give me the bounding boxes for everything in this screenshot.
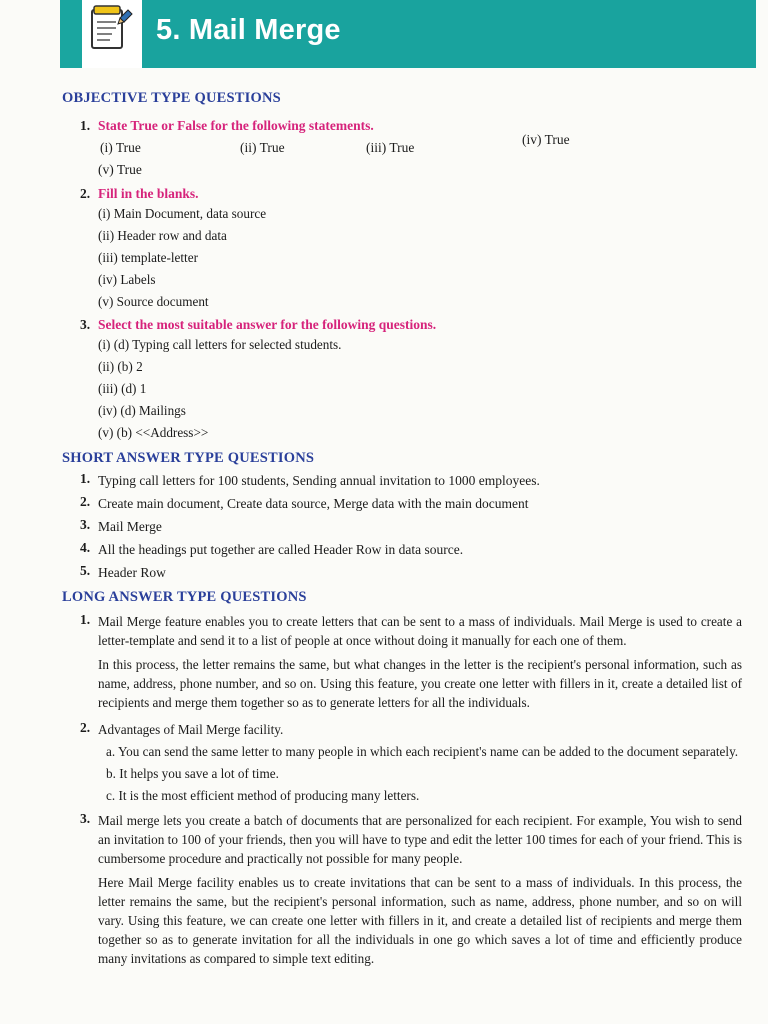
item-number: 5. <box>80 563 91 578</box>
question-number: 1. <box>80 118 91 133</box>
item-text: Typing call letters for 100 students, Sending annual invitation to 1000 employees. <box>98 473 540 488</box>
answer-list <box>98 334 742 444</box>
answer-item: (iv) True <box>522 132 570 147</box>
item-number: 1. <box>80 612 91 627</box>
list-item: b. It helps you save a lot of time. <box>106 766 279 781</box>
long-answer-heading: LONG ANSWER TYPE QUESTIONS <box>62 589 307 605</box>
question-number: 3. <box>80 317 91 332</box>
answer-item: (i) True <box>100 140 141 155</box>
header-accent-bar <box>60 0 82 68</box>
list-item: c. It is the most efficient method of producing many letters. <box>106 788 420 803</box>
short-answer-list <box>62 471 742 585</box>
question-title: State True or False for the following statements. <box>98 118 374 133</box>
item-number: 3. <box>80 517 91 532</box>
answer-item: (i) Main Document, data source <box>98 206 267 221</box>
long-answer-3 <box>62 811 742 968</box>
answer-item: (iii) True <box>366 140 415 155</box>
short-answer-item <box>62 517 742 540</box>
chapter-title-band <box>142 0 738 68</box>
answer-item: (iii) template-letter <box>98 250 198 265</box>
answer-row <box>98 132 738 158</box>
question-title: Select the most suitable answer for the following questions. <box>98 317 437 332</box>
paragraph: Here Mail Merge facility enables us to create invitations that can be sent to a mass of individuals. In this process, the letter remains the same, but the recipient's personal information, such as name, address, phone number, and so on will vary. Using this feature, we can create one letter with fillers in it, and create a detailed list of recipients and merge them together so as to generate invitation for all the individuals in one go which saves a lot of time and efficiently produce many invitations as compared to simple text editing. <box>98 875 742 966</box>
short-answer-item <box>62 540 742 563</box>
short-answer-item <box>62 494 742 517</box>
answer-item: (ii) True <box>240 140 285 155</box>
answer-item: (v) (b) <<Address>> <box>98 425 209 440</box>
header-icon-box <box>82 0 142 68</box>
objective-heading: OBJECTIVE TYPE QUESTIONS <box>62 90 281 106</box>
long-answer-2 <box>62 720 742 805</box>
item-number: 2. <box>80 720 91 735</box>
list-item: a. You can send the same letter to many people in which each recipient's name can be added to the document separately. <box>106 744 739 759</box>
item-text: Create main document, Create data source, Merge data with the main document <box>98 496 529 511</box>
item-number: 2. <box>80 494 91 509</box>
answer-key-content <box>62 88 742 968</box>
item-number: 1. <box>80 471 91 486</box>
item-number: 3. <box>80 811 91 826</box>
item-text: Mail Merge <box>98 519 162 534</box>
paragraph: Mail Merge feature enables you to create letters that can be sent to a mass of individuals. Mail Merge is used to create a letter-template and send it to a list of people at once without doing it manually for each one of them. <box>98 614 742 648</box>
objective-question-2 <box>62 186 742 313</box>
short-answer-item <box>62 471 742 494</box>
answer-item: (ii) (b) 2 <box>98 359 143 374</box>
answer-item: (v) Source document <box>98 294 209 309</box>
item-text: Header Row <box>98 565 166 580</box>
question-title: Fill in the blanks. <box>98 186 199 201</box>
answer-item: (ii) Header row and data <box>98 228 227 243</box>
answer-list <box>98 203 742 313</box>
short-answer-item <box>62 563 742 585</box>
objective-question-1 <box>62 118 742 180</box>
paragraph: Mail merge lets you create a batch of documents that are personalized for each recipient. For example, You wish to send an invitation to 100 of your friends, then you will have to type and edit the letter 100 times for each of your friend. This is cumbersome procedure and practically not possible for many people. <box>98 813 742 866</box>
long-answer-1 <box>62 612 742 712</box>
question-number: 2. <box>80 186 91 201</box>
paragraph: In this process, the letter remains the same, but what changes in the letter is the recipient's personal information, such as name, address, phone number, and so on. Using this feature, you create one letter with fillers in it, create a detailed list of recipients and merge them together so as to generate letters for all the individuals. <box>98 657 742 710</box>
item-text: All the headings put together are called Header Row in data source. <box>98 542 464 557</box>
item-number: 4. <box>80 540 91 555</box>
short-answer-heading: SHORT ANSWER TYPE QUESTIONS <box>62 450 315 466</box>
answer-item: (iv) Labels <box>98 272 156 287</box>
document-with-pen-icon <box>82 0 142 68</box>
answer-item: (i) (d) Typing call letters for selected students. <box>98 337 342 352</box>
chapter-title: 5. Mail Merge <box>156 14 341 46</box>
paragraph: Advantages of Mail Merge facility. <box>98 722 284 737</box>
answer-item: (iii) (d) 1 <box>98 381 147 396</box>
objective-question-3 <box>62 317 742 444</box>
answer-item: (iv) (d) Mailings <box>98 403 186 418</box>
answer-item: (v) True <box>98 162 142 177</box>
